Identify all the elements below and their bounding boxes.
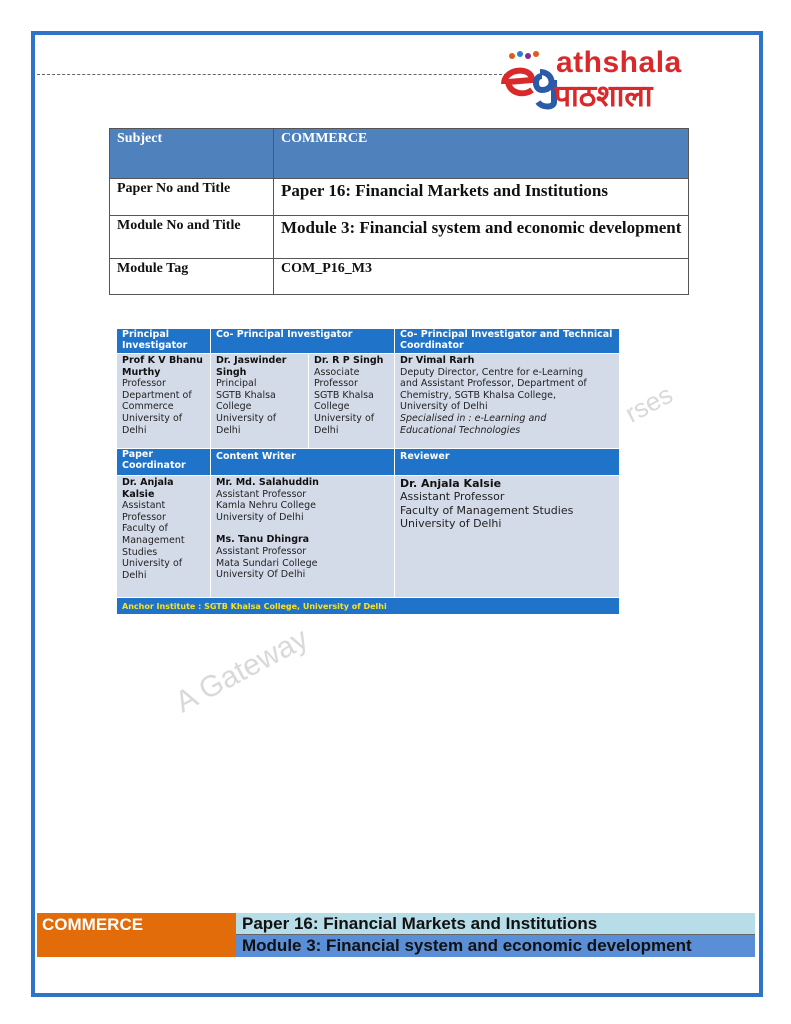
- table-row: [110, 216, 689, 259]
- paper-key: Paper No and Title: [110, 179, 274, 216]
- pi-line: Professor: [122, 378, 166, 390]
- paper-coord-line: Faculty of Management Studies: [122, 523, 185, 558]
- reviewer-line: Faculty of Management Studies: [400, 503, 574, 517]
- pi-header: Principal Investigator: [117, 329, 210, 353]
- copi-tech-header: Co- Principal Investigator and Technical Coordinator: [395, 329, 619, 353]
- copi-tech-line: University of Delhi: [400, 401, 488, 413]
- tag-key: Module Tag: [110, 259, 274, 295]
- writer1-line: Assistant Professor: [216, 488, 307, 500]
- logo-latin-text: athshala: [556, 46, 682, 79]
- module-value: Module 3: Financial system and economic development: [274, 216, 689, 259]
- epathshala-logo-icon: [498, 50, 562, 110]
- credits-table: [117, 329, 619, 614]
- copi1-line: University of Delhi: [216, 412, 277, 436]
- paper-coord-name: Dr. Anjala Kalsie: [122, 477, 174, 500]
- pi-cell: [117, 354, 210, 448]
- writer1-line: Kamla Nehru College: [216, 500, 316, 512]
- reviewer-line: Assistant Professor: [400, 490, 505, 504]
- anchor-institute: Anchor Institute : SGTB Khalsa College, University of Delhi: [117, 598, 619, 614]
- epathshala-logo: [498, 44, 728, 112]
- copi-tech-line: Deputy Director, Centre for e-Learning: [400, 366, 584, 378]
- table-row: [110, 129, 689, 179]
- paper-coord-cell: [117, 476, 210, 597]
- writer2-line: Mata Sundari College: [216, 557, 318, 569]
- copi-tech-specialisation: Educational Technologies: [400, 424, 521, 436]
- copi2-line: University of Delhi: [314, 412, 375, 436]
- logo-hindi-text: पाठशाला: [554, 79, 653, 114]
- header-rule: [37, 74, 507, 75]
- paper-coord-line: Assistant Professor: [122, 500, 166, 523]
- writer2-name: Ms. Tanu Dhingra: [216, 534, 310, 546]
- copi1-line: Principal: [216, 378, 257, 390]
- copi-tech-cell: [395, 354, 619, 448]
- module-key: Module No and Title: [110, 216, 274, 259]
- footer-subject: COMMERCE: [37, 913, 236, 957]
- watermark-right: rses: [620, 378, 678, 429]
- pi-name: Prof K V Bhanu Murthy: [122, 355, 203, 378]
- copi-tech-specialisation: Specialised in : e-Learning and: [400, 412, 547, 424]
- paper-coord-header: Paper Coordinator: [117, 449, 210, 475]
- footer-paper: Paper 16: Financial Markets and Institutions: [236, 913, 755, 935]
- table-row: [110, 179, 689, 216]
- pi-line: University of Delhi: [122, 412, 183, 436]
- copi-tech-name: Dr Vimal Rarh: [400, 355, 475, 366]
- paper-value: Paper 16: Financial Markets and Institutions: [274, 179, 689, 216]
- content-writer-cell: [211, 476, 394, 597]
- copi2-line: Associate Professor: [314, 366, 360, 390]
- writer2-line: Assistant Professor: [216, 545, 307, 557]
- writer1-name: Mr. Md. Salahuddin: [216, 477, 319, 488]
- watermark-left: A Gateway: [170, 621, 314, 720]
- copi-tech-line: and Assistant Professor, Department of: [400, 378, 587, 390]
- reviewer-cell: [395, 476, 619, 597]
- copi-tech-line: Chemistry, SGTB Khalsa College,: [400, 389, 556, 401]
- paper-coord-line: University of Delhi: [122, 558, 183, 581]
- reviewer-line: University of Delhi: [400, 517, 502, 531]
- module-info-table: [109, 128, 689, 295]
- copi1-line: SGTB Khalsa College: [216, 389, 276, 413]
- copi2-line: SGTB Khalsa College: [314, 389, 374, 413]
- pi-line: Department of Commerce: [122, 389, 192, 413]
- copi1-cell: [211, 354, 308, 448]
- table-row: [110, 259, 689, 295]
- reviewer-name: Dr. Anjala Kalsie: [400, 477, 502, 490]
- tag-value: COM_P16_M3: [274, 259, 689, 295]
- reviewer-header: Reviewer: [395, 449, 619, 475]
- copi2-cell: [309, 354, 394, 448]
- copi2-name: Dr. R P Singh: [314, 355, 384, 366]
- writer2-line: University Of Delhi: [216, 569, 306, 581]
- writer1-line: University of Delhi: [216, 511, 304, 523]
- page-footer: [37, 913, 755, 957]
- copi-header: Co- Principal Investigator: [211, 329, 394, 353]
- subject-value: COMMERCE: [274, 129, 689, 179]
- footer-module: Module 3: Financial system and economic development: [236, 935, 755, 957]
- subject-key: Subject: [110, 129, 274, 179]
- content-writer-header: Content Writer: [211, 449, 394, 475]
- copi1-name: Dr. Jaswinder Singh: [216, 355, 287, 378]
